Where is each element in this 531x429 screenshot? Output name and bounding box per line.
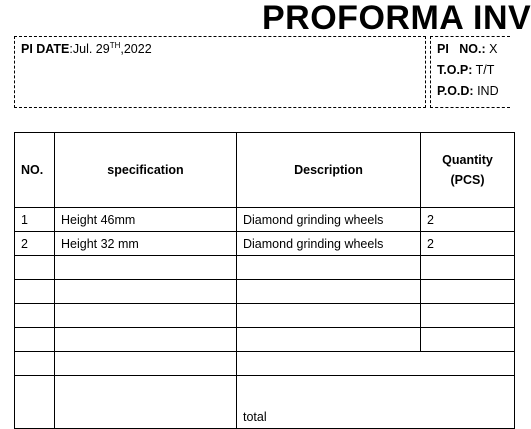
cell-description [237,256,421,280]
header-specification: specification [55,133,237,208]
table-row [15,304,515,328]
cell-no [15,352,55,376]
pi-number-line [437,41,504,62]
cell-specification [55,256,237,280]
cell-merged [237,352,515,376]
port-of-discharge-label: P.O.D: [437,84,474,98]
cell-specification [55,328,237,352]
header-description: Description [237,133,421,208]
cell-description: Diamond grinding wheels [237,232,421,256]
cell-description: Diamond grinding wheels [237,208,421,232]
document-title: PROFORMA INV [262,0,531,37]
cell-specification [55,352,237,376]
header-quantity-unit: (PCS) [450,173,485,187]
pi-number-value: X [485,42,498,56]
cell-specification [55,304,237,328]
cell-quantity: 2 [421,232,515,256]
cell-description [237,304,421,328]
pi-date-label: PI DATE [21,42,70,56]
cell-no [15,328,55,352]
table-row [15,232,515,256]
cell-no [15,376,55,429]
table-header-row [15,133,515,208]
cell-description [237,280,421,304]
terms-of-payment-label: T.O.P: [437,63,473,77]
cell-description [237,328,421,352]
terms-of-payment-value: T/T [472,63,495,77]
cell-no [15,280,55,304]
cell-specification [55,280,237,304]
cell-no: 1 [15,208,55,232]
header-quantity [421,133,515,208]
table-row [15,208,515,232]
table-row [15,328,515,352]
total-row [15,376,515,429]
pi-date-year: ,2022 [120,42,152,56]
cell-no [15,304,55,328]
pi-details-box [430,36,510,108]
table-row-blank-merged [15,352,515,376]
pi-date-box [14,36,426,108]
cell-no: 2 [15,232,55,256]
items-table [14,132,515,429]
total-label: total [237,376,515,429]
cell-quantity: 2 [421,208,515,232]
cell-no [15,256,55,280]
port-of-discharge-value: IND [473,84,499,98]
cell-quantity [421,256,515,280]
pi-number-label: PI NO.: [437,42,486,56]
cell-specification: Height 46mm [55,208,237,232]
pi-date-line [21,41,419,62]
header-no: NO. [15,133,55,208]
terms-of-payment-line [437,62,504,83]
table-row [15,280,515,304]
pi-date-suffix: TH [109,40,121,50]
cell-quantity [421,280,515,304]
pi-date-value: :Jul. 29 [69,42,110,56]
cell-quantity [421,304,515,328]
port-of-discharge-line [437,83,504,104]
cell-specification: Height 32 mm [55,232,237,256]
table-row [15,256,515,280]
header-quantity-label: Quantity [442,153,493,167]
cell-quantity [421,328,515,352]
cell-specification [55,376,237,429]
